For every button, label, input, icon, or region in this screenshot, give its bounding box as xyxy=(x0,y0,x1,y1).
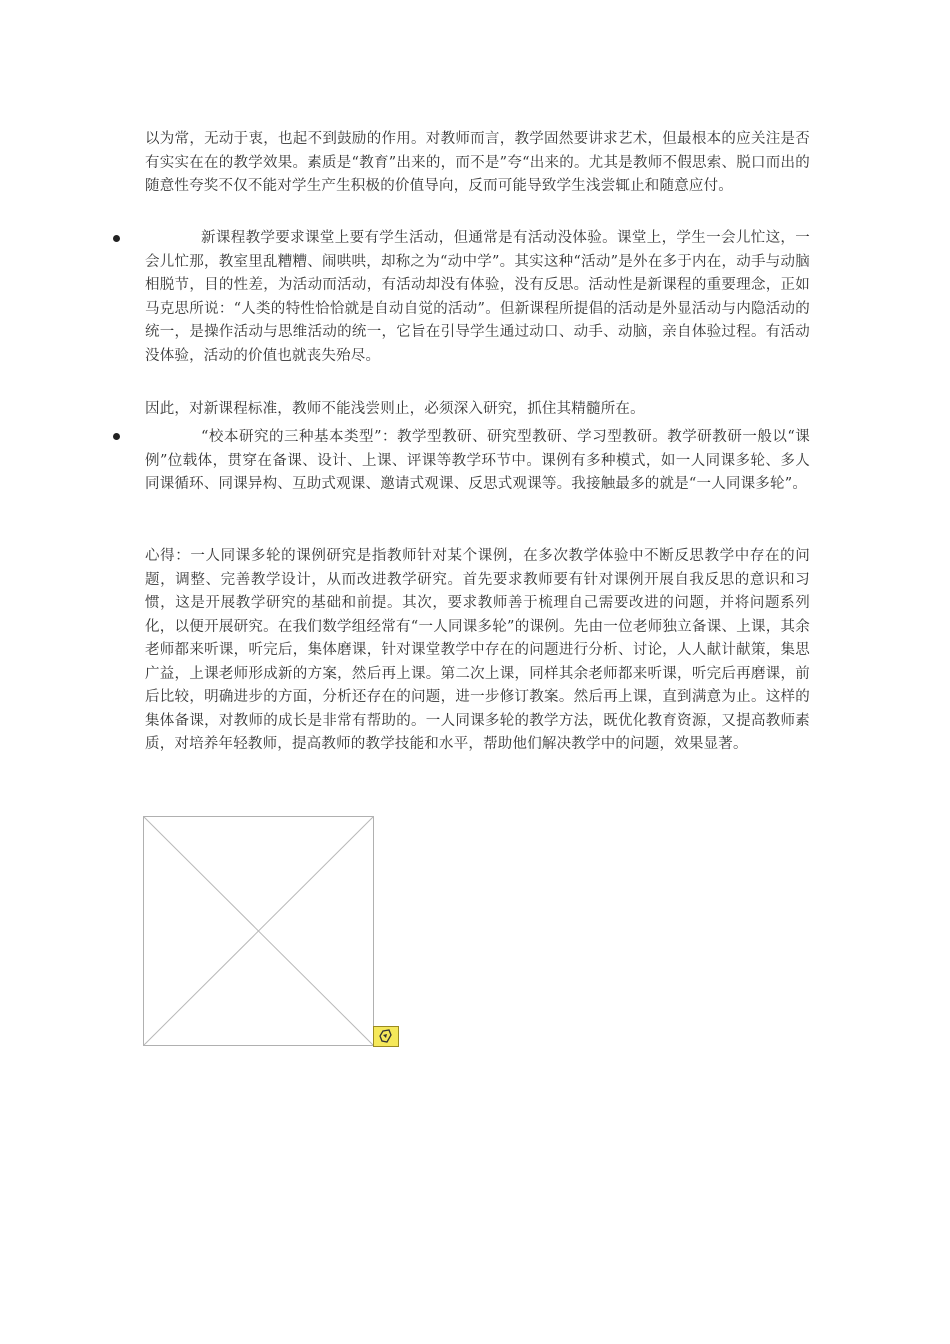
bullet-icon xyxy=(113,235,120,242)
broken-image-placeholder-icon[interactable] xyxy=(143,816,374,1046)
bullet-icon xyxy=(113,433,120,440)
paragraph-conclusion: 因此，对新课程标准，教师不能浅尝则止，必须深入研究，抓住其精髓所在。 xyxy=(145,401,645,417)
paragraph-praise: 以为常，无动于衷，也起不到鼓励的作用。对教师而言，教学固然要讲求艺术，但最根本的应关注是否有实实在在的教学效果。素质是“教育”出来的，而不是”夸“出来的。尤其是教师不假思索、脱口而出的随意性夸奖不仅不能对学生产生积极的价值导向，反而可能导致学生浅尝辄止和随意应付。 xyxy=(145,131,810,194)
edit-image-icon[interactable] xyxy=(373,1026,399,1047)
paragraph-reflection: 心得：一人同课多轮的课例研究是指教师针对某个课例，在多次教学体验中不断反思教学中存在的问题，调整、完善教学设计，从而改进教学研究。首先要求教师要有针对课例开展自我反思的意识和习惯，这是开展教学研究的基础和前提。其次，要求教师善于梳理自己需要改进的问题，并将问题系列化，以便开展研究。在我们数学组经常有“一人同课多轮”的课例。先由一位老师独立备课、上课，其余老师都来听课，听完后，集体磨课，针对课堂教学中存在的问题进行分析、讨论，人人献计献策，集思广益，上课老师形成新的方案，然后再上课。第二次上课，同样其余老师都来听课，听完后再磨课，前后比较，明确进步的方面，分析还存在的问题，进一步修订教案。然后再上课，直到满意为止。这样的集体备课，对教师的成长是非常有帮助的。一人同课多轮的教学方法，既优化教育资源，又提高教师素质，对培养年轻教师，提高教师的教学技能和水平，帮助他们解决教学中的问题，效果显著。 xyxy=(145,548,810,752)
paragraph-activity: 新课程教学要求课堂上要有学生活动，但通常是有活动没体验。课堂上，学生一会儿忙这，一会儿忙那，教室里乱糟糟、闹哄哄，却称之为“动中学”。其实这种“活动”是外在多于内在，动手与动脑相脱节，目的性差，为活动而活动，有活动却没有体验，没有反思。活动性是新课程的重要理念，正如马克思所说：“人类的特性恰恰就是自动自觉的活动”。但新课程所提倡的活动是外显活动与内隐活动的统一，是操作活动与思维活动的统一，它旨在引导学生通过动口、动手、动脑，亲自体验过程。有活动没体验，活动的价值也就丧失殆尽。 xyxy=(145,230,810,364)
paragraph-research-types: “校本研究的三种基本类型”：教学型教研、研究型教研、学习型教研。教学研教研一般以“课例”位载体，贯穿在备课、设计、上课、评课等教学环节中。课例有多种模式，如一人同课多轮、多人同课循环、同课异构、互助式观课、邀请式观课、反思式观课等。我接触最多的就是“一人同课多轮”。 xyxy=(145,429,810,492)
